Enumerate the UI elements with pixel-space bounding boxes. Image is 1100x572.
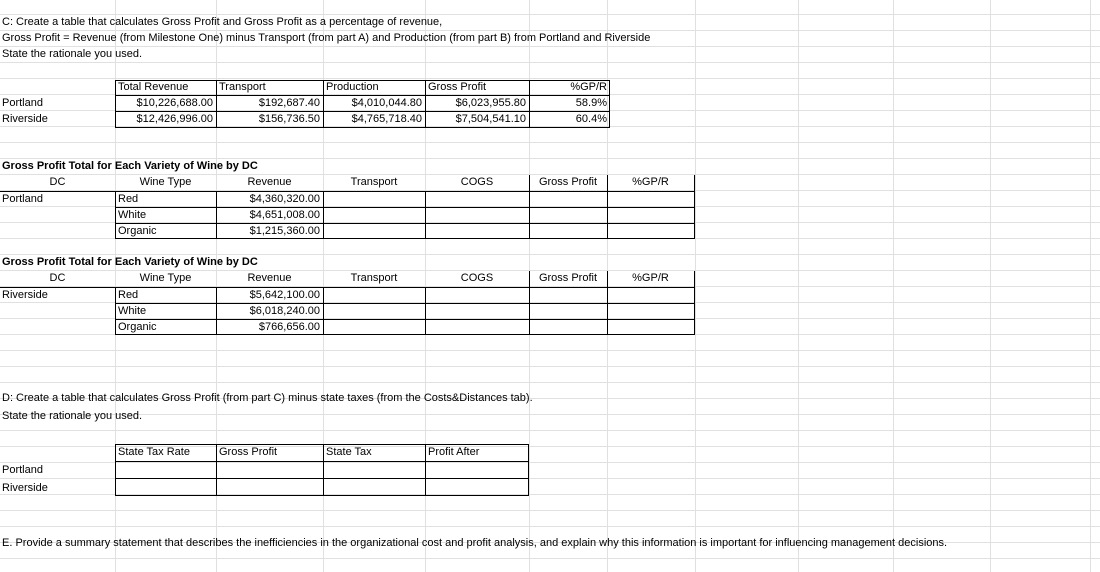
riverside-col-divider [529,287,530,335]
portland-col-divider [425,191,426,239]
portland-col-divider [323,191,324,239]
portland-revenue-white[interactable]: $4,651,008.00 [249,209,320,221]
portland-revenue-red[interactable]: $4,360,320.00 [249,193,320,205]
portland-row-divider [115,223,695,224]
summary-header-gp-ratio[interactable]: %GP/R [570,81,607,93]
portland-table-title[interactable]: Gross Profit Total for Each Variety of Wine by DC [2,160,258,172]
part-c-instruction-line-2[interactable]: Gross Profit = Revenue (from Milestone One) minus Transport (from part A) and Production (from part B) from Portland and Riverside [2,32,651,44]
riverside-revenue-organic[interactable]: $766,656.00 [258,321,320,333]
tax-header-state-tax-rate[interactable]: State Tax Rate [118,446,190,458]
riverside-header-wine-type[interactable]: Wine Type [139,272,192,284]
part-c-instruction-line-3[interactable]: State the rationale you used. [2,48,143,60]
summary-header-production[interactable]: Production [326,81,379,93]
riverside-dc-label[interactable]: Riverside [2,289,48,301]
tax-row-label-riverside[interactable]: Riverside [2,482,48,494]
summary-header-gross-profit[interactable]: Gross Profit [428,81,487,93]
riverside-header-divider [529,271,530,287]
portland-col-divider [529,191,530,239]
portland-dc-label[interactable]: Portland [2,193,43,205]
summary-header-divider [115,95,610,96]
summary-row-label-portland[interactable]: Portland [2,97,43,109]
part-d-instruction-line-1[interactable]: D: Create a table that calculates Gross Profit (from part C) minus state taxes (from the Costs&Distances tab). [2,392,533,404]
part-c-instruction-line-1[interactable]: C: Create a table that calculates Gross Profit and Gross Profit as a percentage of revenue, [2,16,443,28]
summary-cell-total-revenue[interactable]: $12,426,996.00 [136,113,213,125]
riverside-header-transport[interactable]: Transport [350,272,398,284]
summary-cell-transport[interactable]: $156,736.50 [258,113,320,125]
portland-body-border [115,191,695,239]
summary-cell-gp-ratio[interactable]: 60.4% [575,113,607,125]
summary-cell-gross-profit[interactable]: $6,023,955.80 [455,97,526,109]
riverside-col-divider [425,287,426,335]
summary-row-divider [115,111,610,112]
riverside-header-divider [694,271,695,287]
summary-header-total-revenue[interactable]: Total Revenue [118,81,189,93]
riverside-table-title[interactable]: Gross Profit Total for Each Variety of Wine by DC [2,256,258,268]
tax-row-label-portland[interactable]: Portland [2,464,43,476]
summary-cell-production[interactable]: $4,765,718.40 [351,113,422,125]
portland-wine-red[interactable]: Red [118,193,139,205]
riverside-header-revenue[interactable]: Revenue [247,272,292,284]
riverside-revenue-white[interactable]: $6,018,240.00 [249,305,320,317]
summary-header-transport[interactable]: Transport [219,81,266,93]
riverside-header-gross-profit[interactable]: Gross Profit [538,272,598,284]
portland-header-wine-type[interactable]: Wine Type [139,176,192,188]
tax-row-divider [115,478,529,479]
part-d-instruction-line-2[interactable]: State the rationale you used. [2,410,143,422]
summary-cell-production[interactable]: $4,010,044.80 [351,97,422,109]
tax-header-divider [115,461,529,462]
portland-header-dc[interactable]: DC [49,176,66,188]
portland-col-divider [607,191,608,239]
riverside-wine-red[interactable]: Red [118,289,139,301]
portland-header-divider [607,175,608,191]
riverside-revenue-red[interactable]: $5,642,100.00 [249,289,320,301]
portland-header-gross-profit[interactable]: Gross Profit [538,176,598,188]
summary-row-label-riverside[interactable]: Riverside [2,113,48,125]
riverside-header-gp-ratio[interactable]: %GP/R [632,272,669,284]
summary-cell-gp-ratio[interactable]: 58.9% [575,97,607,109]
portland-row-divider [115,207,695,208]
riverside-row-divider [115,319,695,320]
portland-revenue-organic[interactable]: $1,215,360.00 [249,225,320,237]
riverside-row-divider [115,303,695,304]
part-e-instruction[interactable]: E. Provide a summary statement that describes the inefficiencies in the organizational cost and profit analysis, and explain why this information is important for influencing management decisions. [2,537,948,549]
tax-header-gross-profit[interactable]: Gross Profit [219,446,278,458]
riverside-header-divider [607,271,608,287]
riverside-wine-organic[interactable]: Organic [118,321,157,333]
portland-header-gp-ratio[interactable]: %GP/R [632,176,669,188]
tax-header-profit-after[interactable]: Profit After [428,446,480,458]
riverside-header-cogs[interactable]: COGS [460,272,494,284]
portland-header-divider [694,175,695,191]
riverside-col-divider [607,287,608,335]
tax-header-state-tax[interactable]: State Tax [326,446,372,458]
portland-header-revenue[interactable]: Revenue [247,176,292,188]
portland-header-cogs[interactable]: COGS [460,176,494,188]
riverside-col-divider [323,287,324,335]
portland-wine-white[interactable]: White [118,209,147,221]
riverside-body-border [115,287,695,335]
portland-wine-organic[interactable]: Organic [118,225,157,237]
riverside-header-dc[interactable]: DC [49,272,66,284]
portland-header-transport[interactable]: Transport [350,176,398,188]
summary-cell-transport[interactable]: $192,687.40 [258,97,320,109]
portland-header-divider [529,175,530,191]
summary-cell-total-revenue[interactable]: $10,226,688.00 [136,97,213,109]
riverside-wine-white[interactable]: White [118,305,147,317]
summary-cell-gross-profit[interactable]: $7,504,541.10 [455,113,526,125]
